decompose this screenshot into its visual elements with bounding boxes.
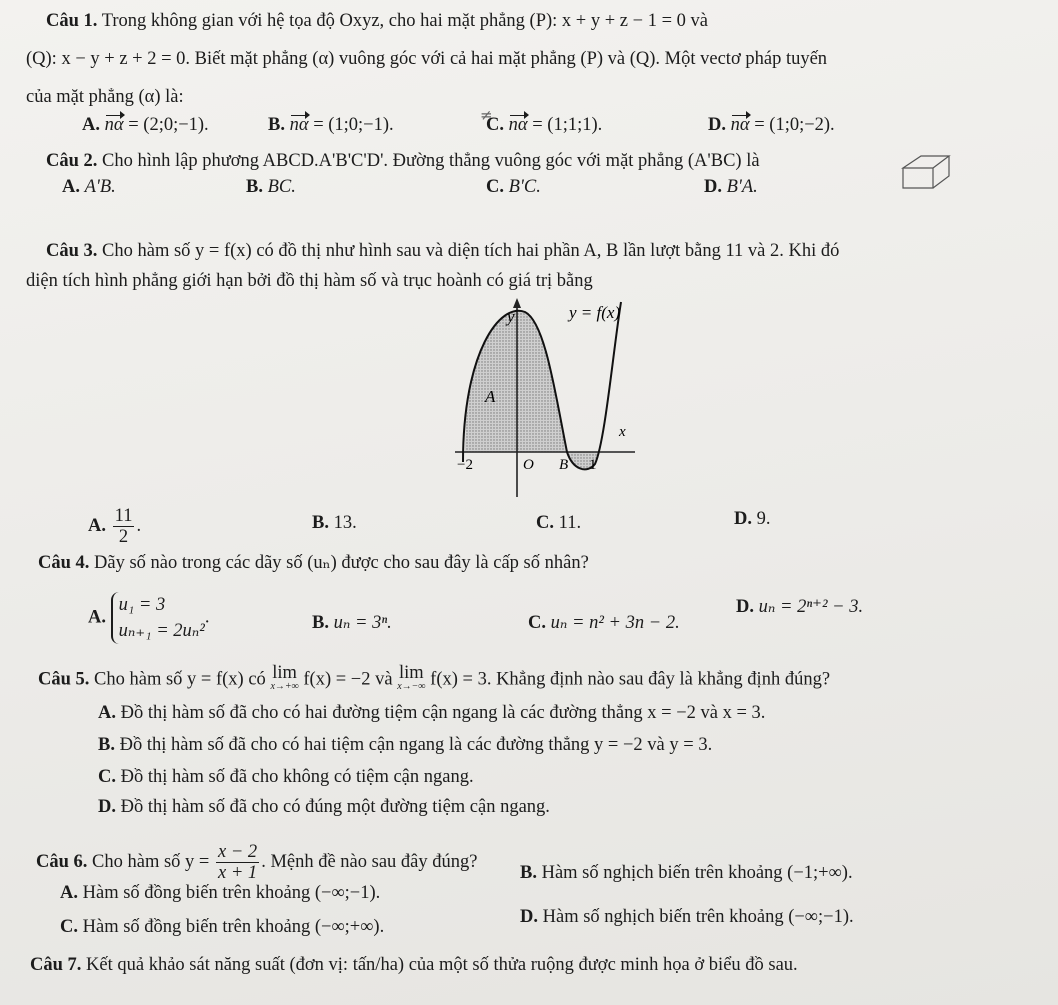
q5-text-pre: Cho hàm số y = f(x) có xyxy=(89,669,271,690)
tick-1: 1 xyxy=(589,457,597,473)
q2-line xyxy=(46,150,760,172)
q7-text: Kết quả khảo sát năng suất (đơn vị: tấn/ha) của một số thửa ruộng được minh họa ở biểu đồ sau. xyxy=(81,955,798,975)
region-a-shading xyxy=(465,311,567,452)
q1-label: Câu 1. xyxy=(46,11,98,31)
q2-option-d-value: B'A. xyxy=(726,177,758,197)
q4-option-b-value: uₙ = 3ⁿ. xyxy=(333,613,392,633)
q6-option-b-label: B. xyxy=(520,863,537,883)
q5-option-b[interactable] xyxy=(98,734,712,756)
function-graph xyxy=(445,292,645,502)
q5-line xyxy=(38,663,831,694)
q7-line xyxy=(30,954,798,976)
q3-option-b-label: B. xyxy=(312,513,329,533)
q6-option-c-value: Hàm số đồng biến trên khoảng (−∞;+∞). xyxy=(78,917,385,937)
q6-label: Câu 6. xyxy=(36,851,88,872)
q4-option-c-value: uₙ = n² + 3n − 2. xyxy=(550,613,680,633)
lim-subscript: x→+∞ xyxy=(270,681,299,692)
q1-option-b-value: = (1;0;−1). xyxy=(313,115,394,135)
q5-text-mid: f(x) = −2 và xyxy=(298,669,398,690)
q5-option-d-label: D. xyxy=(98,797,116,817)
origin-label: O xyxy=(523,457,534,473)
q4-option-c[interactable] xyxy=(528,612,680,634)
normal-vector: nα xyxy=(730,115,750,135)
q4-label: Câu 4. xyxy=(38,553,90,573)
q3-option-d-label: D. xyxy=(734,509,752,529)
x-axis-label: x xyxy=(619,424,626,440)
q3-line-2: diện tích hình phẳng giới hạn bởi đồ thị hàm số và trục hoành có giá trị bằng xyxy=(26,271,593,291)
q5-option-c-label: C. xyxy=(98,767,116,787)
normal-vector: nα xyxy=(289,115,309,135)
function-label: y = f(x) xyxy=(569,303,621,322)
q5-option-c-value: Đồ thị hàm số đã cho không có tiệm cận ngang. xyxy=(116,767,474,787)
q6-option-a-value: Hàm số đồng biến trên khoảng (−∞;−1). xyxy=(78,883,381,903)
q2-label: Câu 2. xyxy=(46,151,98,171)
lim-word: lim xyxy=(272,663,297,683)
q5-option-a[interactable] xyxy=(98,702,765,724)
q3-option-c-label: C. xyxy=(536,513,554,533)
fraction-numerator: 11 xyxy=(114,506,133,526)
q2-option-d-label: D. xyxy=(704,177,722,197)
q4-option-d[interactable] xyxy=(736,596,863,618)
q3-line-1 xyxy=(46,240,839,262)
q2-option-a[interactable] xyxy=(62,176,116,198)
q2-option-b-value: BC. xyxy=(267,177,296,197)
q4-option-c-label: C. xyxy=(528,613,546,633)
q5-option-a-label: A. xyxy=(98,703,116,723)
q6-option-d-label: D. xyxy=(520,907,538,927)
q4-option-a[interactable]: A. u₁ = 3 uₙ₊₁ = 2uₙ² . xyxy=(88,592,209,644)
fraction-denominator: 2 xyxy=(118,527,129,547)
q6-line xyxy=(36,842,477,883)
q3-option-c[interactable] xyxy=(536,512,581,534)
q1-option-b[interactable] xyxy=(268,114,394,136)
q6-option-c-label: C. xyxy=(60,917,78,937)
lim-subscript: x→−∞ xyxy=(397,681,426,692)
q1-option-a-value: = (2;0;−1). xyxy=(128,115,209,135)
q6-option-c[interactable] xyxy=(60,916,384,938)
q4-option-d-value: uₙ = 2ⁿ⁺² − 3. xyxy=(758,597,864,617)
q5-option-a-value: Đồ thị hàm số đã cho có hai đường tiệm cận ngang là các đường thẳng x = −2 và x = 3. xyxy=(116,703,766,723)
q2-option-a-label: A. xyxy=(62,177,80,197)
q3-option-c-value: 11. xyxy=(558,513,582,533)
q3-option-a[interactable]: A. $\frac{11}{2}$ . xyxy=(88,506,142,547)
q6-option-b[interactable] xyxy=(520,862,853,884)
q5-option-d[interactable] xyxy=(98,796,550,818)
q6-text-pre: Cho hàm số y = xyxy=(87,851,214,872)
q5-option-d-value: Đồ thị hàm số đã cho có đúng một đường tiệm cận ngang. xyxy=(116,797,550,817)
q3-option-b[interactable] xyxy=(312,512,357,534)
q1-line-1 xyxy=(46,10,708,32)
cube-sketch xyxy=(895,148,955,198)
q6-option-a-label: A. xyxy=(60,883,78,903)
q5-text-post: f(x) = 3. Khẳng định nào sau đây là khẳng định đúng? xyxy=(425,669,831,690)
q2-option-b-label: B. xyxy=(246,177,263,197)
q2-text: Cho hình lập phương ABCD.A'B'C'D'. Đường thẳng vuông góc với mặt phẳng (A'BC) là xyxy=(97,151,760,171)
q1-line-2: (Q): x − y + z + 2 = 0. Biết mặt phẳng (α) vuông góc với cả hai mặt phẳng (P) và (Q). Một vectơ pháp tuyến xyxy=(26,49,828,69)
region-b-label: B xyxy=(559,457,569,473)
fraction-numerator: x − 2 xyxy=(217,842,258,862)
q5-label: Câu 5. xyxy=(38,669,90,690)
q4-option-a-label: A. xyxy=(88,607,106,628)
q4-option-b-label: B. xyxy=(312,613,329,633)
q2-option-a-value: A'B. xyxy=(84,177,116,197)
q3-option-b-value: 13. xyxy=(333,513,357,533)
system-line-1: u₁ = 3 xyxy=(118,595,166,615)
lim-word: lim xyxy=(399,663,424,683)
q6-text-post: . Mệnh đề nào sau đây đúng? xyxy=(261,851,478,872)
limit-plus-inf xyxy=(270,663,299,694)
normal-vector: nα xyxy=(508,115,528,135)
normal-vector: nα xyxy=(104,115,124,135)
q1-option-c[interactable] xyxy=(486,114,602,136)
q6-option-d-value: Hàm số nghịch biến trên khoảng (−∞;−1). xyxy=(538,907,854,927)
limit-minus-inf xyxy=(397,663,426,694)
q1-option-d-label: D. xyxy=(708,115,726,135)
q3-option-a-label: A. xyxy=(88,515,106,536)
q6-fraction xyxy=(216,842,259,883)
q2-option-c[interactable] xyxy=(486,176,541,198)
q1-line-3: của mặt phẳng (α) là: xyxy=(26,87,184,107)
q1-option-c-value: = (1;1;1). xyxy=(532,115,603,135)
q5-option-b-value: Đồ thị hàm số đã cho có hai tiệm cận ngang là các đường thẳng y = −2 và y = 3. xyxy=(114,735,713,755)
tick-neg2: −2 xyxy=(457,457,473,473)
fraction-denominator: x + 1 xyxy=(217,863,258,883)
q1-option-d[interactable] xyxy=(708,114,835,136)
q1-option-a-label: A. xyxy=(82,115,100,135)
q4-option-d-label: D. xyxy=(736,597,754,617)
q3-option-d-value: 9. xyxy=(756,509,771,529)
q4-option-a-system xyxy=(111,592,205,644)
region-a-label: A xyxy=(485,387,496,406)
system-line-2: uₙ₊₁ = 2uₙ² xyxy=(118,621,205,641)
pencil-check-mark: ≠ xyxy=(480,106,493,124)
q4-text: Dãy số nào trong các dãy số (uₙ) được cho sau đây là cấp số nhân? xyxy=(89,553,589,573)
q1-option-a[interactable] xyxy=(82,114,209,136)
q4-option-b[interactable] xyxy=(312,612,392,634)
q3-option-a-fraction xyxy=(113,506,135,547)
q3-option-d[interactable] xyxy=(734,508,771,530)
y-axis-label: y xyxy=(507,307,515,326)
q2-option-c-value: B'C. xyxy=(508,177,541,197)
q1-option-d-value: = (1;0;−2). xyxy=(754,115,835,135)
q5-option-c[interactable] xyxy=(98,766,474,788)
q2-option-b[interactable] xyxy=(246,176,296,198)
q3-text-1: Cho hàm số y = f(x) có đồ thị như hình sau và diện tích hai phần A, B lần lượt bằng 11 và 2. Khi đó xyxy=(97,241,840,261)
q6-option-d[interactable] xyxy=(520,906,854,928)
q6-option-a[interactable] xyxy=(60,882,380,904)
q5-option-b-label: B. xyxy=(98,735,115,755)
q1-option-c-label: C. xyxy=(486,115,504,135)
q2-option-c-label: C. xyxy=(486,177,504,197)
q7-label: Câu 7. xyxy=(30,955,82,975)
q6-option-b-value: Hàm số nghịch biến trên khoảng (−1;+∞). xyxy=(536,863,853,883)
q2-option-d[interactable] xyxy=(704,176,758,198)
q4-line xyxy=(38,552,589,574)
q1-text-1: Trong không gian với hệ tọa độ Oxyz, cho hai mặt phẳng (P): x + y + z − 1 = 0 và xyxy=(97,11,708,31)
q1-option-b-label: B. xyxy=(268,115,285,135)
q3-label: Câu 3. xyxy=(46,241,98,261)
